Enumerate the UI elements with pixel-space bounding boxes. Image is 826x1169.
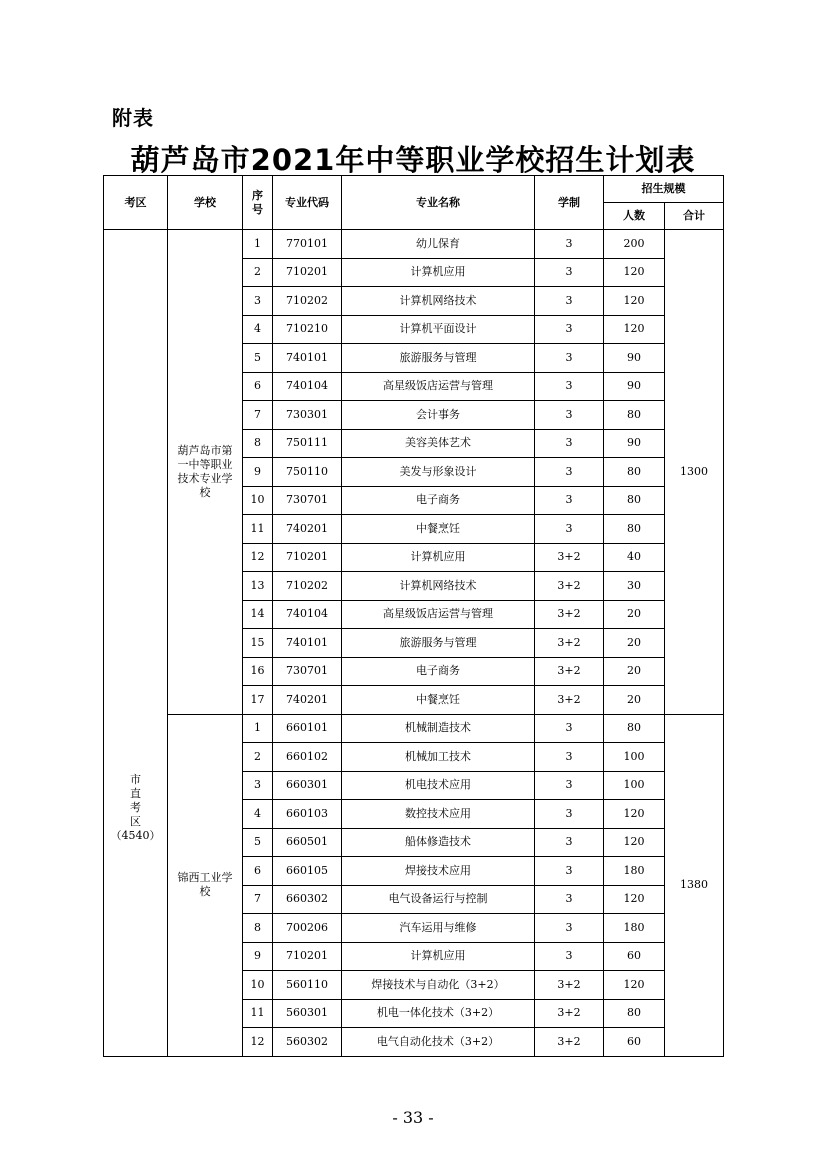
- school-name-line: 校: [199, 485, 211, 499]
- years-cell: 3: [535, 372, 604, 401]
- seq-cell: 11: [243, 999, 273, 1028]
- count-cell: 100: [604, 771, 665, 800]
- years-cell: 3+2: [535, 572, 604, 601]
- years-cell: 3: [535, 458, 604, 487]
- count-cell: 30: [604, 572, 665, 601]
- code-cell: 560302: [273, 1028, 342, 1057]
- years-cell: 3+2: [535, 999, 604, 1028]
- header-scale: 招生规模: [604, 176, 724, 203]
- years-cell: 3: [535, 828, 604, 857]
- header-seq-top: 序: [252, 188, 263, 202]
- years-cell: 3+2: [535, 1028, 604, 1057]
- major-cell: 会计事务: [342, 401, 535, 430]
- code-cell: 660103: [273, 800, 342, 829]
- seq-cell: 8: [243, 429, 273, 458]
- code-cell: 660501: [273, 828, 342, 857]
- document-title: 葫芦岛市2021年中等职业学校招生计划表: [130, 143, 696, 177]
- count-cell: 90: [604, 372, 665, 401]
- district-total: （4540）: [110, 828, 161, 842]
- page-number: - 33 -: [392, 1108, 434, 1127]
- major-cell: 美容美体艺术: [342, 429, 535, 458]
- count-cell: 60: [604, 1028, 665, 1057]
- header-code: 专业代码: [273, 176, 342, 230]
- seq-cell: 6: [243, 372, 273, 401]
- seq-cell: 2: [243, 258, 273, 287]
- count-cell: 80: [604, 458, 665, 487]
- major-cell: 船体修造技术: [342, 828, 535, 857]
- school-name-line: 校: [199, 885, 211, 898]
- header-total: 合计: [665, 203, 724, 230]
- seq-cell: 1: [243, 230, 273, 259]
- count-cell: 80: [604, 714, 665, 743]
- years-cell: 3: [535, 515, 604, 544]
- major-cell: 机械加工技术: [342, 743, 535, 772]
- count-cell: 180: [604, 857, 665, 886]
- school-total-cell: 1380: [665, 714, 724, 1056]
- major-cell: 机械制造技术: [342, 714, 535, 743]
- count-cell: 80: [604, 486, 665, 515]
- seq-cell: 7: [243, 401, 273, 430]
- major-cell: 计算机应用: [342, 543, 535, 572]
- years-cell: 3: [535, 429, 604, 458]
- seq-cell: 6: [243, 857, 273, 886]
- count-cell: 40: [604, 543, 665, 572]
- code-cell: 560301: [273, 999, 342, 1028]
- header-district: 考区: [104, 176, 168, 230]
- count-cell: 120: [604, 828, 665, 857]
- seq-cell: 14: [243, 600, 273, 629]
- count-cell: 60: [604, 942, 665, 971]
- count-cell: 80: [604, 515, 665, 544]
- district-char: 考: [130, 800, 141, 814]
- count-cell: 120: [604, 800, 665, 829]
- count-cell: 100: [604, 743, 665, 772]
- major-cell: 计算机应用: [342, 942, 535, 971]
- seq-cell: 4: [243, 800, 273, 829]
- school-name-cell: [168, 714, 243, 1056]
- count-cell: 200: [604, 230, 665, 259]
- years-cell: 3+2: [535, 657, 604, 686]
- major-cell: 机电一体化技术（3+2）: [342, 999, 535, 1028]
- district-cell: [104, 230, 168, 1057]
- seq-cell: 12: [243, 543, 273, 572]
- count-cell: 80: [604, 401, 665, 430]
- code-cell: 740104: [273, 372, 342, 401]
- major-cell: 电子商务: [342, 657, 535, 686]
- code-cell: 750110: [273, 458, 342, 487]
- years-cell: 3: [535, 942, 604, 971]
- code-cell: 730701: [273, 657, 342, 686]
- count-cell: 120: [604, 885, 665, 914]
- years-cell: 3: [535, 486, 604, 515]
- major-cell: 计算机平面设计: [342, 315, 535, 344]
- major-cell: 电气自动化技术（3+2）: [342, 1028, 535, 1057]
- seq-cell: 2: [243, 743, 273, 772]
- seq-cell: 5: [243, 344, 273, 373]
- years-cell: 3: [535, 857, 604, 886]
- district-char: 区: [130, 814, 141, 828]
- seq-cell: 9: [243, 942, 273, 971]
- school-name-cell: [168, 230, 243, 715]
- seq-cell: 3: [243, 771, 273, 800]
- count-cell: 20: [604, 657, 665, 686]
- years-cell: 3: [535, 743, 604, 772]
- years-cell: 3+2: [535, 543, 604, 572]
- major-cell: 焊接技术应用: [342, 857, 535, 886]
- seq-cell: 7: [243, 885, 273, 914]
- major-cell: 高星级饭店运营与管理: [342, 600, 535, 629]
- years-cell: 3: [535, 258, 604, 287]
- code-cell: 770101: [273, 230, 342, 259]
- header-years: 学制: [535, 176, 604, 230]
- code-cell: 710202: [273, 572, 342, 601]
- major-cell: 电子商务: [342, 486, 535, 515]
- count-cell: 90: [604, 344, 665, 373]
- code-cell: 560110: [273, 971, 342, 1000]
- major-cell: 数控技术应用: [342, 800, 535, 829]
- years-cell: 3: [535, 344, 604, 373]
- major-cell: 计算机应用: [342, 258, 535, 287]
- major-cell: 焊接技术与自动化（3+2）: [342, 971, 535, 1000]
- seq-cell: 11: [243, 515, 273, 544]
- code-cell: 740201: [273, 515, 342, 544]
- school-name-line: 一中等职业: [177, 457, 233, 471]
- appendix-label: 附表: [112, 106, 154, 130]
- major-cell: 旅游服务与管理: [342, 344, 535, 373]
- major-cell: 中餐烹饪: [342, 515, 535, 544]
- seq-cell: 12: [243, 1028, 273, 1057]
- years-cell: 3: [535, 885, 604, 914]
- code-cell: 660102: [273, 743, 342, 772]
- header-row: [104, 176, 724, 203]
- seq-cell: 8: [243, 914, 273, 943]
- code-cell: 660302: [273, 885, 342, 914]
- major-cell: 中餐烹饪: [342, 686, 535, 715]
- major-cell: 汽车运用与维修: [342, 914, 535, 943]
- school-total-cell: 1300: [665, 230, 724, 715]
- district-char: 直: [130, 786, 141, 800]
- enrollment-plan-table: [103, 175, 724, 1057]
- count-cell: 120: [604, 258, 665, 287]
- major-cell: 高星级饭店运营与管理: [342, 372, 535, 401]
- count-cell: 120: [604, 287, 665, 316]
- count-cell: 120: [604, 315, 665, 344]
- years-cell: 3: [535, 401, 604, 430]
- count-cell: 20: [604, 686, 665, 715]
- code-cell: 710201: [273, 543, 342, 572]
- table-row: [104, 714, 724, 743]
- school-name-line: 锦西工业学: [177, 871, 233, 884]
- years-cell: 3+2: [535, 686, 604, 715]
- years-cell: 3: [535, 771, 604, 800]
- seq-cell: 1: [243, 714, 273, 743]
- years-cell: 3: [535, 315, 604, 344]
- header-major: 专业名称: [342, 176, 535, 230]
- major-cell: 美发与形象设计: [342, 458, 535, 487]
- code-cell: 730701: [273, 486, 342, 515]
- code-cell: 710202: [273, 287, 342, 316]
- seq-cell: 9: [243, 458, 273, 487]
- major-cell: 计算机网络技术: [342, 287, 535, 316]
- code-cell: 740101: [273, 629, 342, 658]
- seq-cell: 15: [243, 629, 273, 658]
- count-cell: 20: [604, 629, 665, 658]
- seq-cell: 17: [243, 686, 273, 715]
- major-cell: 旅游服务与管理: [342, 629, 535, 658]
- major-cell: 幼儿保育: [342, 230, 535, 259]
- table-body: [104, 230, 724, 1057]
- major-cell: 机电技术应用: [342, 771, 535, 800]
- seq-cell: 13: [243, 572, 273, 601]
- seq-cell: 16: [243, 657, 273, 686]
- code-cell: 740104: [273, 600, 342, 629]
- seq-cell: 5: [243, 828, 273, 857]
- code-cell: 740201: [273, 686, 342, 715]
- code-cell: 660301: [273, 771, 342, 800]
- years-cell: 3: [535, 914, 604, 943]
- count-cell: 180: [604, 914, 665, 943]
- school-name-line: 技术专业学: [177, 471, 233, 485]
- count-cell: 80: [604, 999, 665, 1028]
- seq-cell: 10: [243, 486, 273, 515]
- years-cell: 3+2: [535, 629, 604, 658]
- major-cell: 计算机网络技术: [342, 572, 535, 601]
- code-cell: 660101: [273, 714, 342, 743]
- count-cell: 90: [604, 429, 665, 458]
- header-count: 人数: [604, 203, 665, 230]
- header-school: 学校: [168, 176, 243, 230]
- seq-cell: 4: [243, 315, 273, 344]
- code-cell: 700206: [273, 914, 342, 943]
- count-cell: 20: [604, 600, 665, 629]
- header-seq: [243, 176, 273, 230]
- count-cell: 120: [604, 971, 665, 1000]
- years-cell: 3: [535, 287, 604, 316]
- major-cell: 电气设备运行与控制: [342, 885, 535, 914]
- code-cell: 750111: [273, 429, 342, 458]
- code-cell: 730301: [273, 401, 342, 430]
- school-name-line: 葫芦岛市第: [177, 443, 233, 457]
- years-cell: 3: [535, 714, 604, 743]
- code-cell: 740101: [273, 344, 342, 373]
- district-char: 市: [130, 772, 141, 786]
- code-cell: 710210: [273, 315, 342, 344]
- table-row: [104, 230, 724, 259]
- code-cell: 710201: [273, 942, 342, 971]
- seq-cell: 10: [243, 971, 273, 1000]
- years-cell: 3: [535, 800, 604, 829]
- code-cell: 710201: [273, 258, 342, 287]
- years-cell: 3+2: [535, 971, 604, 1000]
- seq-cell: 3: [243, 287, 273, 316]
- years-cell: 3: [535, 230, 604, 259]
- years-cell: 3+2: [535, 600, 604, 629]
- code-cell: 660105: [273, 857, 342, 886]
- header-seq-bottom: 号: [252, 202, 263, 216]
